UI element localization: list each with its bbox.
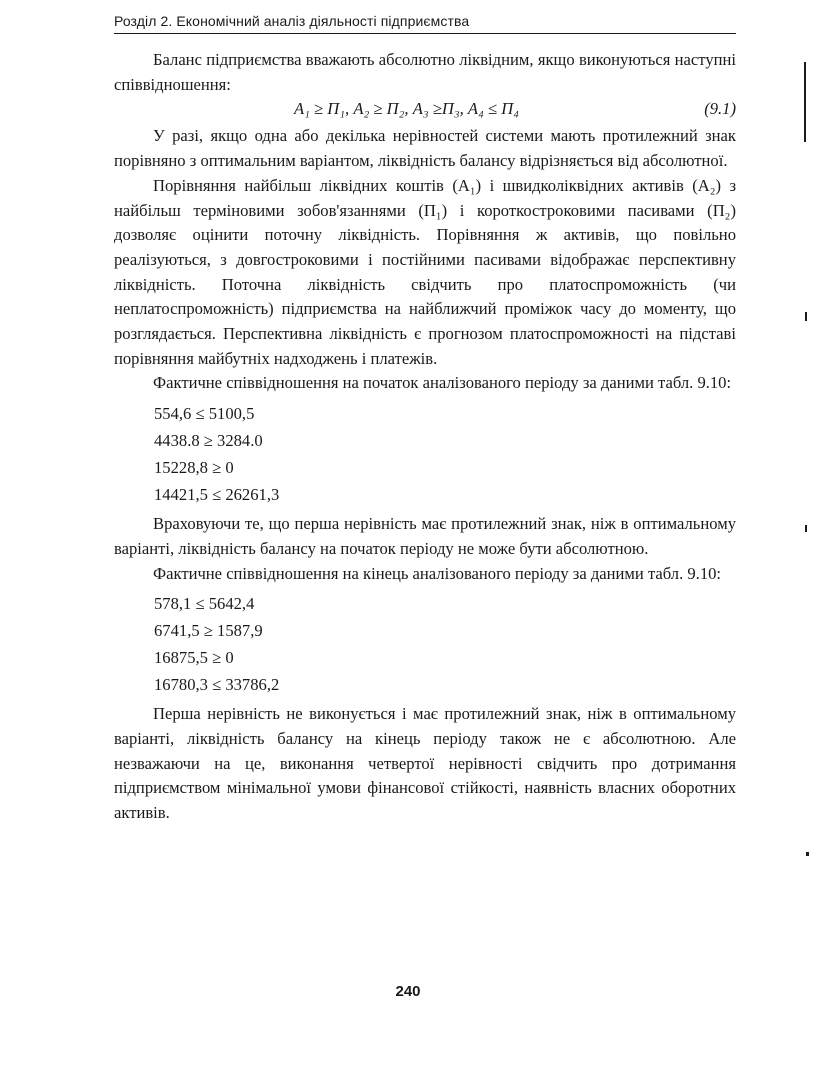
end-period-inequalities [154,590,736,698]
formula-expression: A₁ ≥ П₁, A₂ ≥ П₂, A₃ ≥П₃, A₄ ≤ П₄ [294,99,519,119]
scan-margin-line [804,62,806,142]
scan-margin-speck [805,312,807,321]
paragraph-start-period-conclusion: Враховуючи те, що перша нерівність має протилежний знак, ніж в оптимальному варіанті, ліквідність балансу на початок періоду не може бути абсолютною. [114,514,736,558]
header-divider [114,33,736,34]
paragraph-deviation: У разі, якщо одна або декілька нерівностей системи мають протилежний знак порівняно з оптимальним варіантом, ліквідність балансу відрізняється від абсолютної. [114,126,736,171]
paragraph-absolute-liquidity-definition: Баланс підприємства вважають абсолютно ліквідним, якщо виконуються наступні співвідношення: [114,50,736,94]
inequality-item: 578,1 ≤ 5642,4 [154,594,255,614]
start-period-inequalities [154,400,736,508]
page-body [114,48,736,826]
formula-9-1 [114,97,736,124]
formula-number: (9.1) [704,99,736,119]
paragraph-current-liquidity: Порівняння найбільш ліквідних коштів (А₁) і швидколіквідних активів (А₂) з найбільш терміновими зобов'язаннями (П₁) і короткостроковими пасивами (П₂) дозволяє оцінити поточну ліквідність. Порівняння ж активів, що повільно реалізуються, з довгостроковими і постійними пасивами відображає перспективну ліквідність. Поточна ліквідність свідчить про платоспроможність (чи неплатоспроможність) підприємства на найближчий проміжок часу до моменту, що розглядається. Перспективна ліквідність є прогнозом платоспроможності на підставі порівняння майбутніх надходжень і платежів. [114,175,736,368]
scan-margin-speck [805,525,807,532]
paragraph-end-period-intro: Фактичне співвідношення на кінець аналізованого періоду за даними табл. 9.10: [153,563,722,583]
running-header: Розділ 2. Економічний аналіз діяльності підприємства [114,13,470,29]
scan-margin-speck [806,852,809,856]
inequality-item: 15228,8 ≥ 0 [154,458,234,478]
inequality-item: 6741,5 ≥ 1587,9 [154,621,263,641]
paragraph-end-period-conclusion: Перша нерівність не виконується і має протилежний знак, ніж в оптимальному варіанті, ліквідність балансу на кінець періоду також не є абсолютною. Але незважаючи на це, виконання четвертої нерівності свідчить про дотримання підприємством мінімальної умови фінансової стійкості, наявність власних оборотних активів. [114,704,736,823]
page-number: 240 [395,983,421,1000]
inequality-item: 554,6 ≤ 5100,5 [154,404,255,424]
inequality-item: 16875,5 ≥ 0 [154,648,234,668]
inequality-item: 4438.8 ≥ 3284.0 [154,431,263,451]
inequality-item: 16780,3 ≤ 33786,2 [154,675,280,695]
paragraph-start-period-intro: Фактичне співвідношення на початок аналізованого періоду за даними табл. 9.10: [153,373,732,393]
inequality-item: 14421,5 ≤ 26261,3 [154,485,280,505]
